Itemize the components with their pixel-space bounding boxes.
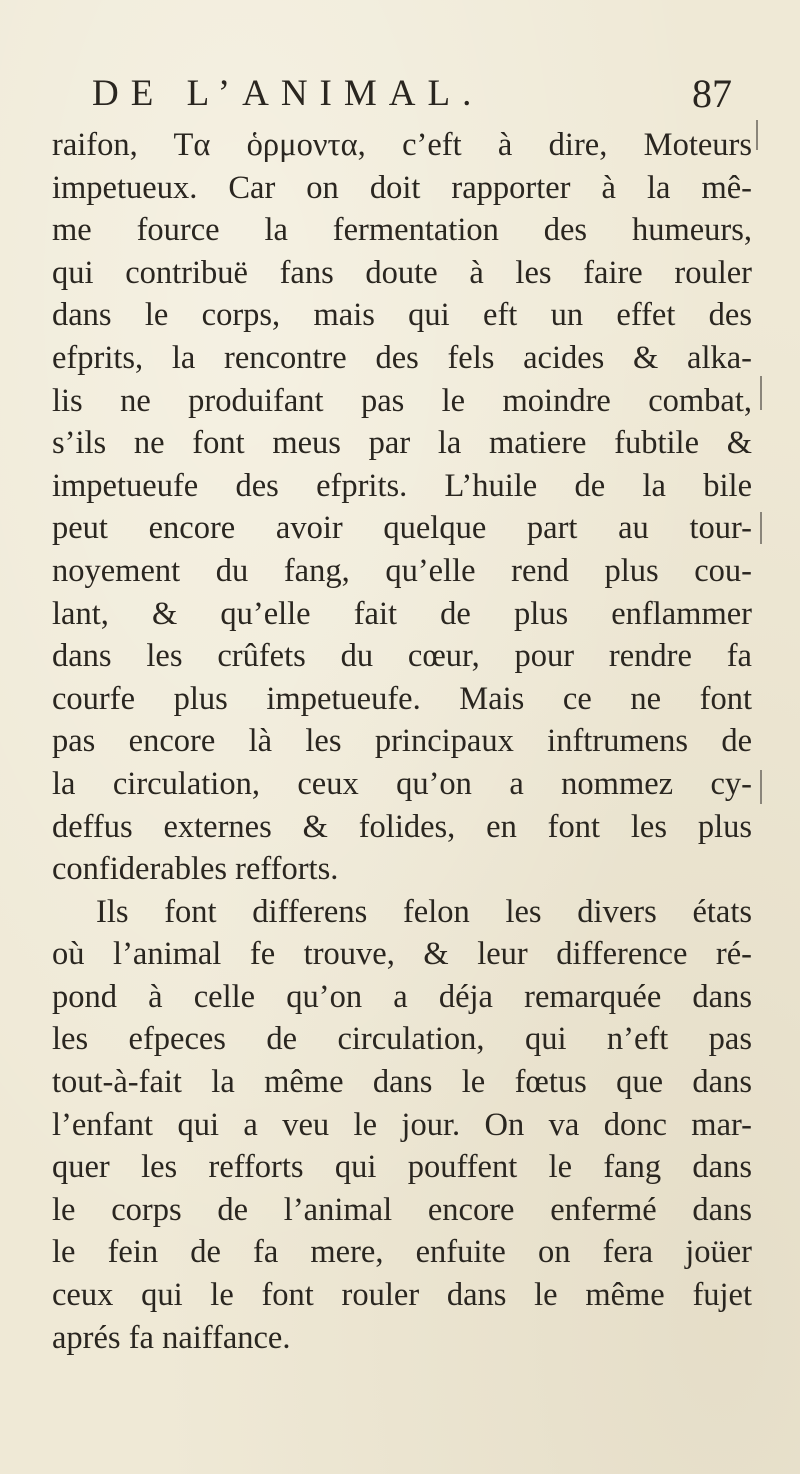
- page-number: 87: [692, 71, 732, 116]
- text-line: peut encore avoir quelque part au tour-: [52, 510, 752, 547]
- text-line: dans le corps, mais qui eft un effet des: [52, 297, 752, 334]
- text-line: où l’animal fe trouve, & leur difference ré-: [52, 936, 752, 973]
- text-line: qui contribuë fans doute à les faire rouler: [52, 254, 752, 291]
- margin-bracket-mark: [756, 120, 758, 150]
- margin-bracket-mark: [760, 376, 762, 410]
- text-line: aprés fa naiffance.: [52, 1319, 291, 1356]
- text-line: le corps de l’animal encore enfermé dans: [52, 1191, 752, 1228]
- text-line: s’ils ne font meus par la matiere fubtile &: [52, 425, 752, 462]
- text-line: l’enfant qui a veu le jour. On va donc mar-: [52, 1106, 752, 1143]
- text-line: quer les refforts qui pouffent le fang dans: [52, 1149, 752, 1186]
- text-line: lis ne produifant pas le moindre combat,: [52, 382, 752, 419]
- text-line: lant, & qu’elle fait de plus enflammer: [52, 595, 752, 632]
- text-line: ceux qui le font rouler dans le même fujet: [52, 1277, 752, 1314]
- text-line: le fein de fa mere, enfuite on fera joüer: [52, 1234, 752, 1271]
- margin-bracket-mark: [760, 512, 762, 544]
- running-title: DE L’ANIMAL.: [92, 73, 484, 114]
- text-line: noyement du fang, qu’elle rend plus cou-: [52, 552, 752, 589]
- text-line: dans les crûfets du cœur, pour rendre fa: [52, 638, 752, 675]
- body-text: [52, 124, 752, 1359]
- text-line: pond à celle qu’on a déja remarquée dans: [52, 978, 752, 1015]
- page-header: [92, 72, 732, 124]
- text-line: les efpeces de circulation, qui n’eft pas: [52, 1021, 752, 1058]
- text-line: tout-à-fait la même dans le fœtus que dans: [52, 1064, 752, 1101]
- paragraph-start-line: Ils font differens felon les divers états: [96, 893, 752, 930]
- text-line: raifon, Tα ὁρμοντα, c’eft à dire, Moteurs: [52, 127, 752, 163]
- text-line: confiderables refforts.: [52, 851, 339, 888]
- text-line: la circulation, ceux qu’on a nommez cy-: [52, 765, 752, 802]
- text-line: me fource la fermentation des humeurs,: [52, 212, 752, 249]
- text-line: deffus externes & folides, en font les plus: [52, 808, 752, 845]
- text-line: efprits, la rencontre des fels acides & alka-: [52, 339, 752, 376]
- margin-bracket-mark: [760, 770, 762, 804]
- text-line: courfe plus impetueufe. Mais ce ne font: [52, 680, 752, 717]
- text-line: pas encore là les principaux inftrumens de: [52, 723, 752, 760]
- text-line: impetueux. Car on doit rapporter à la mê-: [52, 169, 752, 206]
- text-line: impetueufe des efprits. L’huile de la bile: [52, 467, 752, 504]
